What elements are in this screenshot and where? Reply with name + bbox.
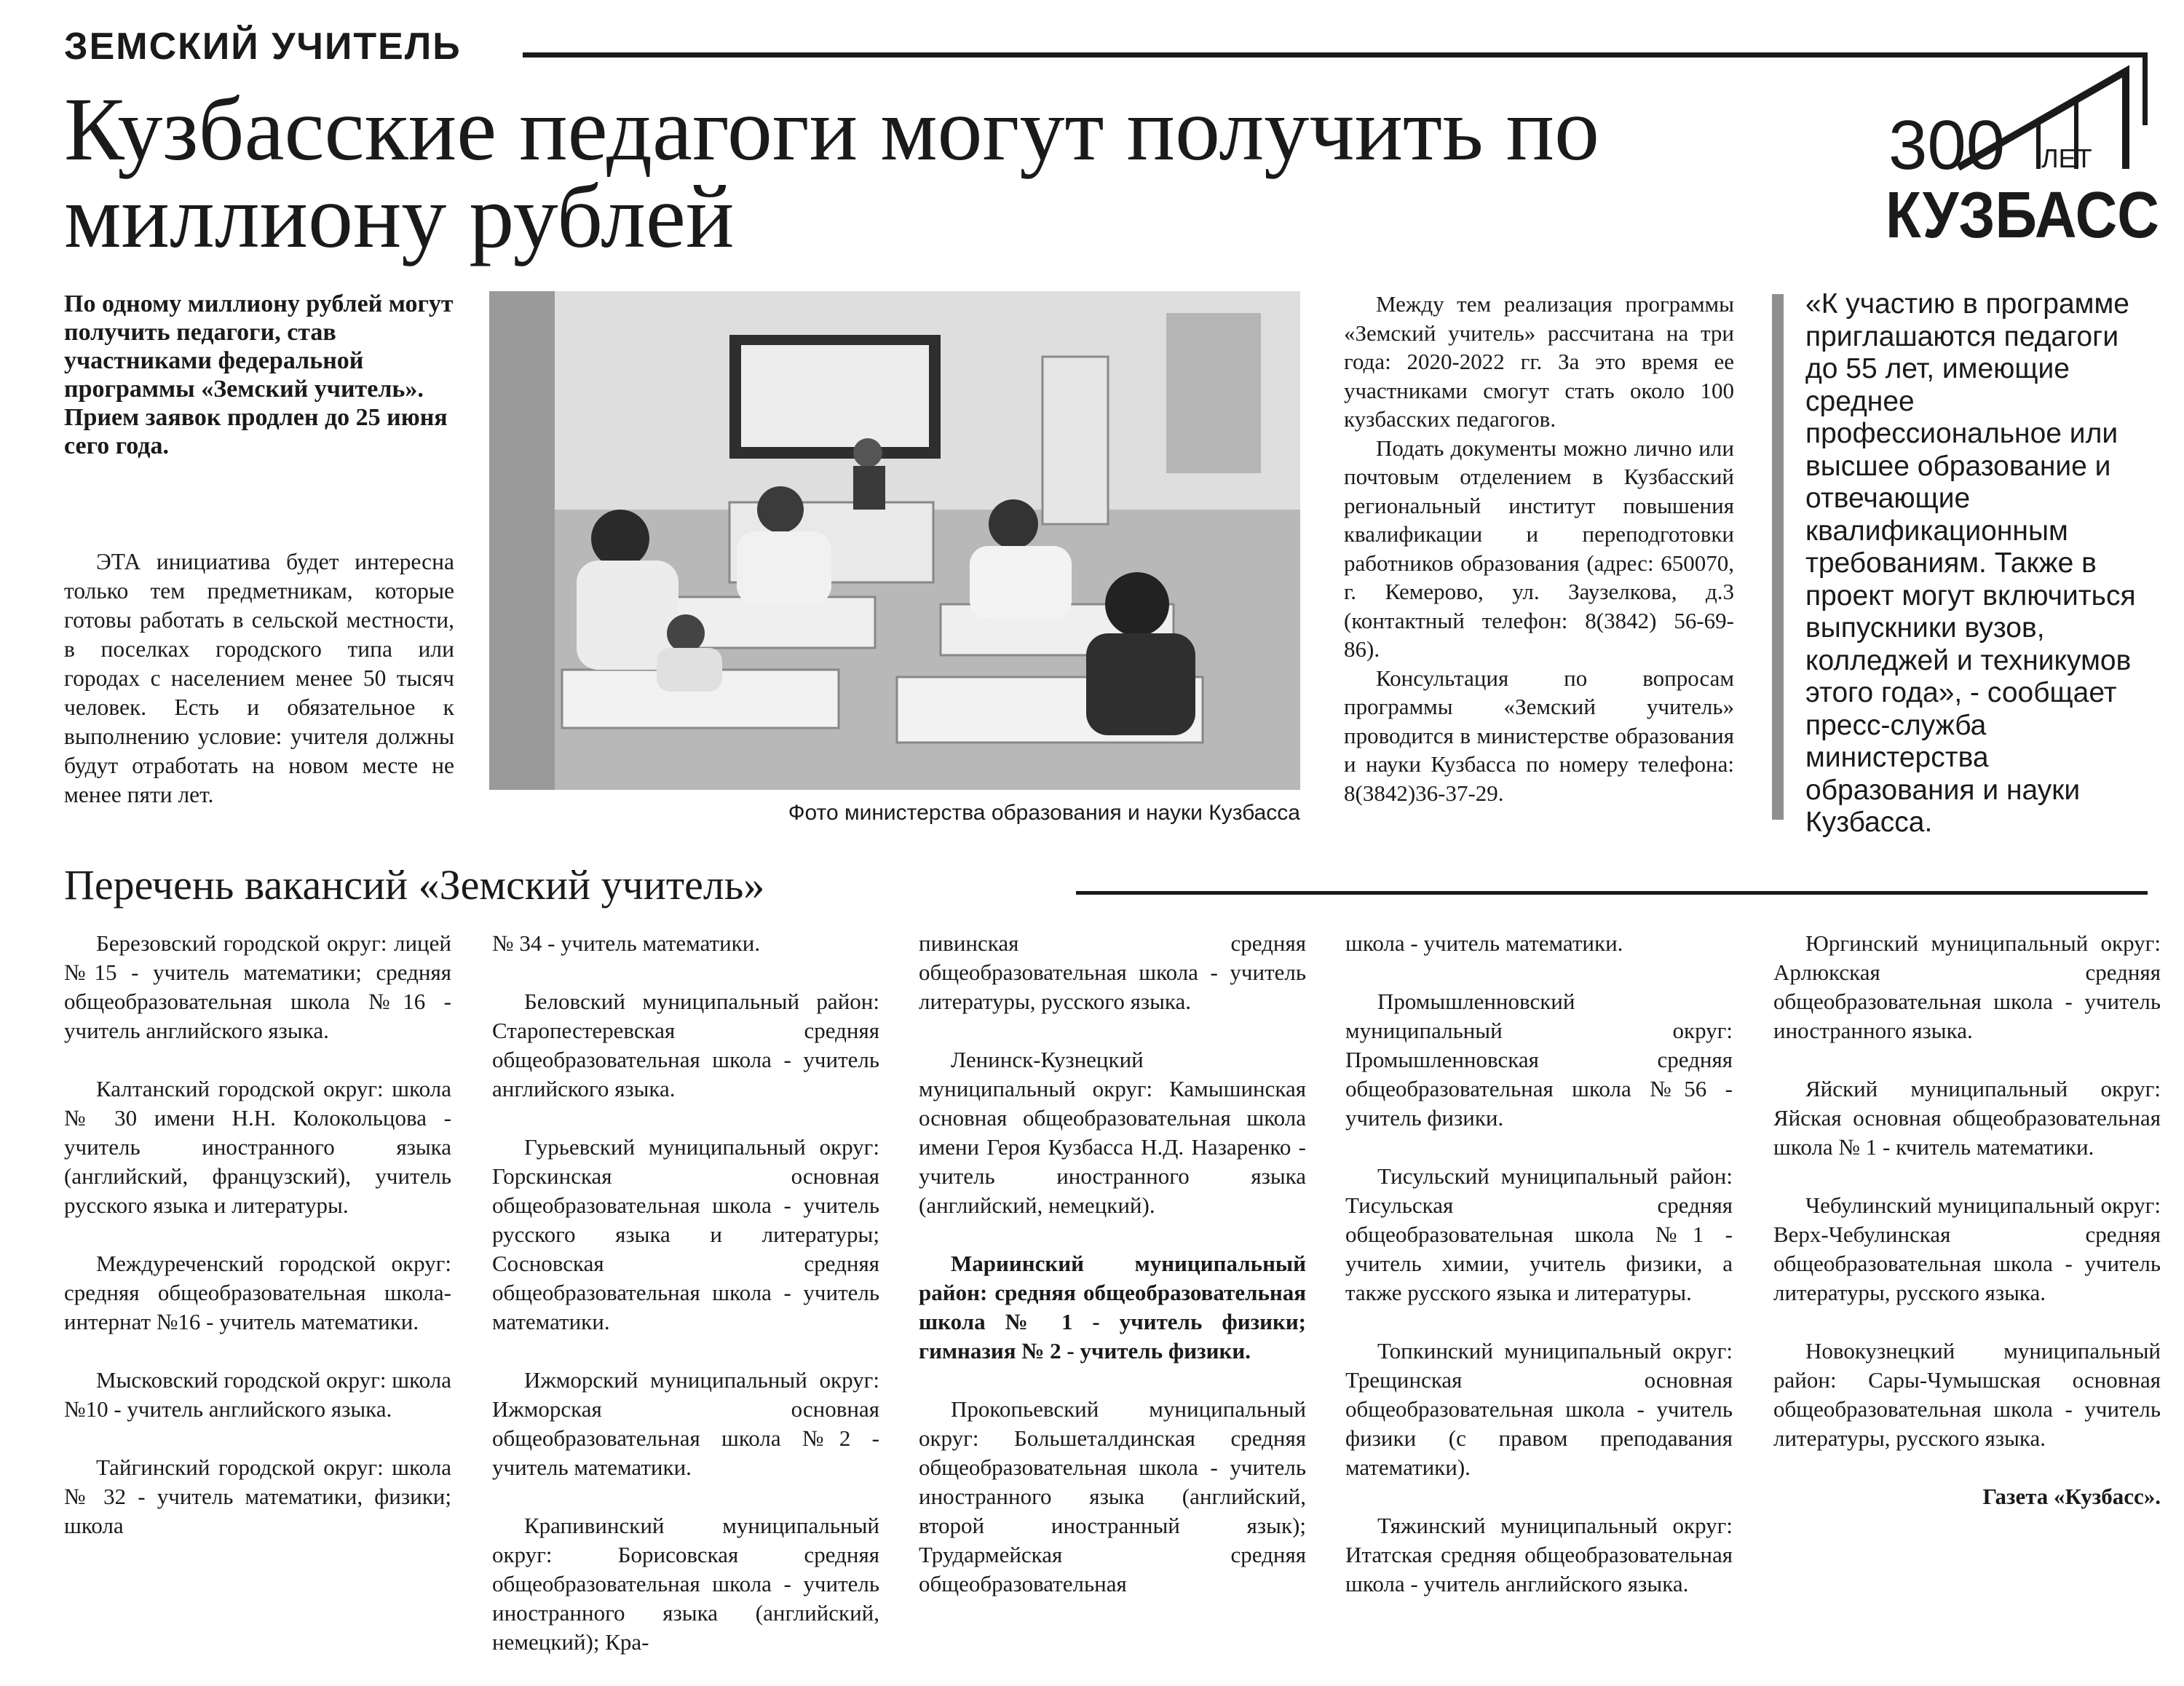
vacancy-item: Тисульский муниципальный район: Тисульская средняя общеобразовательная школа №1 - учитель химии, учитель физики, а также русского языка и литературы. [1345, 1163, 1733, 1305]
vacancy-item: Ижморский муниципальный округ: Ижморская основная общеобразовательная школа №2 - учитель математики. [492, 1367, 879, 1480]
vacancy-continuation: школа - учитель математики. [1345, 930, 1623, 956]
vacancy-item: Юргинский муниципальный округ: Арлюкская средняя общеобразовательная школа - учитель иностранного языка. [1773, 930, 2161, 1043]
vacancy-item: Междуреченский городской округ: средняя общеобразовательная школа-интернат №16 - учитель математики. [64, 1251, 451, 1334]
vacancy-item: Тяжинский муниципальный округ: Итатская средняя общеобразовательная школа - учитель английского языка. [1345, 1513, 1733, 1596]
quote-bar [1772, 294, 1784, 820]
article-column-3 [1344, 290, 1734, 807]
vacancy-item: Ленинск-Кузнецкий муниципальный округ: Камышинская основная общеобразовательная школа имени Героя Кузбасса Н.Д. Назаренко - учитель иностранного языка (английский, немецкий). [919, 1047, 1306, 1218]
photo-caption: Фото министерства образования и науки Кузбасса [788, 801, 1300, 825]
lead-paragraph: По одному миллиону рублей могут получить педагоги, став участниками федеральной программы «Земский учитель». Прием заявок продлен до 25 июня сего года. [64, 290, 454, 459]
vacancy-item: Промышленновский муниципальный округ: Промышленновская средняя общеобразовательная школа №56 - учитель физики. [1345, 989, 1733, 1131]
vacancy-item: Калтанский городской округ: школа № 30 имени Н.Н. Колокольцова - учитель иностранного языка (английский, французский), учитель русского языка и литературы. [64, 1076, 451, 1218]
logo-number: 300 [1888, 106, 2006, 184]
vacancy-item: Чебулинский муниципальный округ: Верх-Чебулинская средняя общеобразовательная школа - учитель литературы, русского языка. [1773, 1192, 2161, 1305]
vacancy-item: Крапивинский муниципальный округ: Борисовская средняя общеобразовательная школа - учитель иностранного языка (английский, немецкий); Кра- [492, 1513, 879, 1655]
kuzbass-300-logo [1886, 66, 2162, 262]
vacancies-column-1 [64, 929, 451, 1570]
pull-quote: «К участию в программе приглашаются педагоги до 55 лет, имеющие среднее профессиональное или высшее образование и отвечающие квалификационным требованиям. Также в проект могут включиться выпускники вузов, колледжей и техникумов этого года», - сообщает пресс-служба министерства образования и науки Кузбасса. [1805, 288, 2136, 838]
section-rubric: ЗЕМСКИЙ УЧИТЕЛЬ [64, 25, 462, 68]
vacancy-continuation: пивинская средняя общеобразовательная школа - учитель литературы, русского языка. [919, 930, 1306, 1014]
vacancies-column-3 [919, 929, 1306, 1628]
article-paragraph: Подать документы можно лично или почтовым отделением в Кузбасский региональный институт повышения квалификации и переподготовки работников образования (адрес: 650070, г. Кемерово, ул. Заузелкова, д.3 (контактный телефон: 8(3842) 56-69-86). [1344, 435, 1734, 662]
article-paragraph: Консультация по вопросам программы «Земский учитель» проводится в министерстве образования и науки Кузбасса по номеру телефона: 8(3842)36-37-29. [1344, 665, 1734, 806]
newspaper-signature: Газета «Кузбасс». [1982, 1484, 2161, 1509]
vacancies-column-2 [492, 929, 879, 1686]
vacancies-column-4 [1345, 929, 1733, 1628]
vacancy-item: Гурьевский муниципальный округ: Горскинская основная общеобразовательная школа - учитель русского языка и литературы; Сосновская средняя общеобразовательная школа - учитель математики. [492, 1134, 879, 1334]
vacancy-item: Мысковский городской округ: школа №10 - учитель английского языка. [64, 1367, 451, 1422]
vacancy-item: Тайгинский городской округ: школа № 32 - учитель математики, физики; школа [64, 1455, 451, 1538]
vacancy-item: Новокузнецкий муниципальный район: Сары-Чумышская основная общеобразовательная школа - учитель литературы, русского языка. [1773, 1338, 2161, 1451]
headline: Кузбасские педагоги могут получить по миллиону рублей [64, 79, 1600, 266]
classroom-illustration [489, 291, 1300, 790]
vacancy-item: Березовский городской округ: лицей №15 - учитель математики; средняя общеобразовательная школа №16 - учитель английского языка. [64, 930, 451, 1043]
vacancies-column-5 [1773, 929, 2161, 1540]
article-paragraph: ЭТА инициатива будет интересна только тем предметникам, которые готовы работать в сельской местности, в поселках городского типа или городах с населением менее 50 тысяч человек. Есть и обязательное к выполнению условие: учителя должны будут отработать на новом месте не менее пяти лет. [64, 549, 454, 807]
classroom-photo [489, 291, 1300, 790]
vacancies-title: Перечень вакансий «Земский учитель» [64, 861, 765, 909]
rubric-rule [523, 52, 2146, 58]
article-column-1 [64, 547, 454, 810]
logo-region: КУЗБАСС [1886, 179, 2159, 252]
vacancy-item-bold: Мариинский муниципальный район: средняя общеобразовательная школа № 1 - учитель физики; гимназия № 2 - учитель физики. [919, 1251, 1306, 1364]
vacancy-item: Беловский муниципальный район: Старопестеревская средняя общеобразовательная школа - учитель английского языка. [492, 989, 879, 1101]
vacancy-item: Яйский муниципальный округ: Яйская основная общеобразовательная школа № 1 - кчитель математики. [1773, 1076, 2161, 1160]
vacancies-rule [1076, 891, 2148, 895]
logo-word: ЛЕТ [2041, 143, 2092, 173]
article-paragraph: Между тем реализация программы «Земский учитель» рассчитана на три года: 2020-2022 гг. За это время ее участниками смогут стать около 100 кузбасских педагогов. [1344, 291, 1734, 432]
vacancy-item: Прокопьевский муниципальный округ: Большеталдинская средняя общеобразовательная школа - учитель иностранного языка (английский, второй иностранный язык); Трудармейская средняя общеобразовательная [919, 1396, 1306, 1596]
vacancy-item: Топкинский муниципальный округ: Трещинская основная общеобразовательная школа - учитель физики (с правом преподавания математики). [1345, 1338, 1733, 1480]
vacancy-continuation: № 34 - учитель математики. [492, 930, 761, 956]
